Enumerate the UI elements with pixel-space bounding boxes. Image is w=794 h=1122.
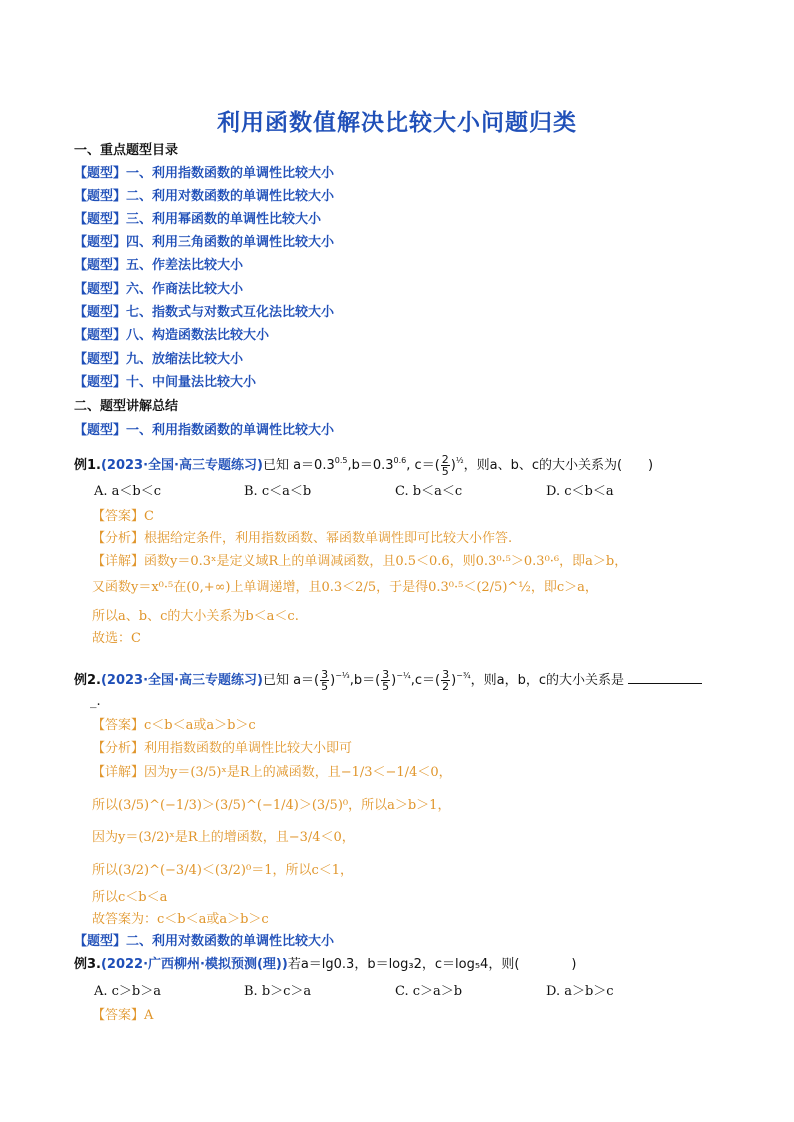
option-b[interactable]: B. c＜a＜b <box>244 484 312 499</box>
option-b[interactable]: B. b＞c＞a <box>244 984 312 999</box>
example-2-detail-1: 【详解】因为y＝(3/5)ˣ是R上的减函数，且−1/3＜−1/4＜0， <box>92 765 452 780</box>
toc-item-7: 【题型】七、指数式与对数式互化法比较大小 <box>74 305 335 320</box>
example-2-analysis: 【分析】利用指数函数的单调性比较大小即可 <box>92 741 353 756</box>
example-2-answer: 【答案】c＜b＜a或a＞b＞c <box>92 718 256 733</box>
option-d[interactable]: D. a＞b＞c <box>546 984 614 999</box>
toc-item-4: 【题型】四、利用三角函数的单调性比较大小 <box>74 235 335 250</box>
toc-item-8: 【题型】八、构造函数法比较大小 <box>74 328 270 343</box>
toc-item-6: 【题型】六、作商法比较大小 <box>74 282 244 297</box>
example-number: 例2. <box>74 673 101 688</box>
example-2-stem <box>74 666 702 692</box>
example-2-detail-4: 所以(3/2)^(−3/4)＜(3/2)⁰＝1，所以c＜1， <box>92 863 354 878</box>
example-source: (2022·广西柳州·模拟预测(理)) <box>100 957 288 972</box>
option-c[interactable]: C. c＞a＞b <box>395 984 463 999</box>
option-a[interactable]: A. a＜b＜c <box>94 484 162 499</box>
document-title: 利用函数值解决比较大小问题归类 <box>217 110 577 136</box>
toc-item-9: 【题型】九、放缩法比较大小 <box>74 352 244 367</box>
stem-text: ，则a、b、c的大小关系为( ) <box>463 458 654 473</box>
toc-item-5: 【题型】五、作差法比较大小 <box>74 258 244 273</box>
toc-item-3: 【题型】三、利用幂函数的单调性比较大小 <box>74 212 322 227</box>
formula: a＝( $\frac{3}{5}$ )$^{-\frac{1}{3}}$,b＝( $\frac{3}{5}$ )$^{-\frac{1}{4}}$,c＝( $\frac{3}{2}$ )$^{-\frac{3}{4}}$ <box>293 668 471 693</box>
toc-item-2: 【题型】二、利用对数函数的单调性比较大小 <box>74 189 335 204</box>
option-c[interactable]: C. b＜a＜c <box>395 484 463 499</box>
example-number: 例1. <box>74 458 101 473</box>
example-1-detail-4: 故选：C <box>92 631 141 646</box>
type-heading-2: 【题型】二、利用对数函数的单调性比较大小 <box>74 934 335 949</box>
example-2-detail-2: 所以(3/5)^(−1/3)＞(3/5)^(−1/4)＞(3/5)⁰，所以a＞b＞1， <box>92 798 451 813</box>
example-2-detail-6: 故答案为：c＜b＜a或a＞b＞c <box>92 912 269 927</box>
stem-text: 已知 <box>262 458 289 473</box>
section-heading-1: 一、重点题型目录 <box>74 143 179 158</box>
section-heading-2: 二、题型讲解总结 <box>74 399 179 414</box>
formula: $a=0.3^{0.5},b=0.3^{0.6}$, c＝( $\frac{2}{5}$ )$^{\frac{1}{2}}$ <box>293 453 464 478</box>
example-2-stem-end: _. <box>90 694 101 709</box>
example-2-detail-5: 所以c＜b＜a <box>92 890 168 905</box>
type-heading-1: 【题型】一、利用指数函数的单调性比较大小 <box>74 423 335 438</box>
stem-text: 已知 <box>262 673 289 688</box>
answer-blank[interactable] <box>628 671 702 684</box>
option-d[interactable]: D. c＜b＜a <box>546 484 614 499</box>
example-3-answer: 【答案】A <box>92 1008 154 1023</box>
example-2-detail-3: 因为y＝(3/2)ˣ是R上的增函数，且−3/4＜0， <box>92 830 355 845</box>
example-number: 例3. <box>74 957 101 972</box>
example-source: (2023·全国·高三专题练习) <box>100 673 263 688</box>
example-source: (2023·全国·高三专题练习) <box>100 458 263 473</box>
example-1-answer: 【答案】C <box>92 509 154 524</box>
stem-text: ，则a，b，c的大小关系是 <box>470 673 624 688</box>
example-3-stem <box>74 955 576 975</box>
stem-text: 若a＝lg0.3，b＝log₃2，c＝log₅4，则( ) <box>287 957 577 972</box>
example-1-stem <box>74 451 653 477</box>
example-1-detail-1: 【详解】函数y＝0.3ˣ是定义域R上的单调减函数，且0.5＜0.6，则0.3⁰·⁵＞0.3⁰·⁶，即a＞b， <box>92 554 628 569</box>
toc-item-10: 【题型】十、中间量法比较大小 <box>74 375 257 390</box>
toc-item-1: 【题型】一、利用指数函数的单调性比较大小 <box>74 166 335 181</box>
example-1-detail-2: 又函数y＝x⁰·⁵在(0,+∞)上单调递增，且0.3＜2/5，于是得0.3⁰·⁵＜(2/5)^½，即c＞a， <box>92 580 598 595</box>
example-1-analysis: 【分析】根据给定条件，利用指数函数、幂函数单调性即可比较大小作答. <box>92 531 513 546</box>
option-a[interactable]: A. c＞b＞a <box>94 984 162 999</box>
example-1-detail-3: 所以a、b、c的大小关系为b＜a＜c. <box>92 609 299 624</box>
